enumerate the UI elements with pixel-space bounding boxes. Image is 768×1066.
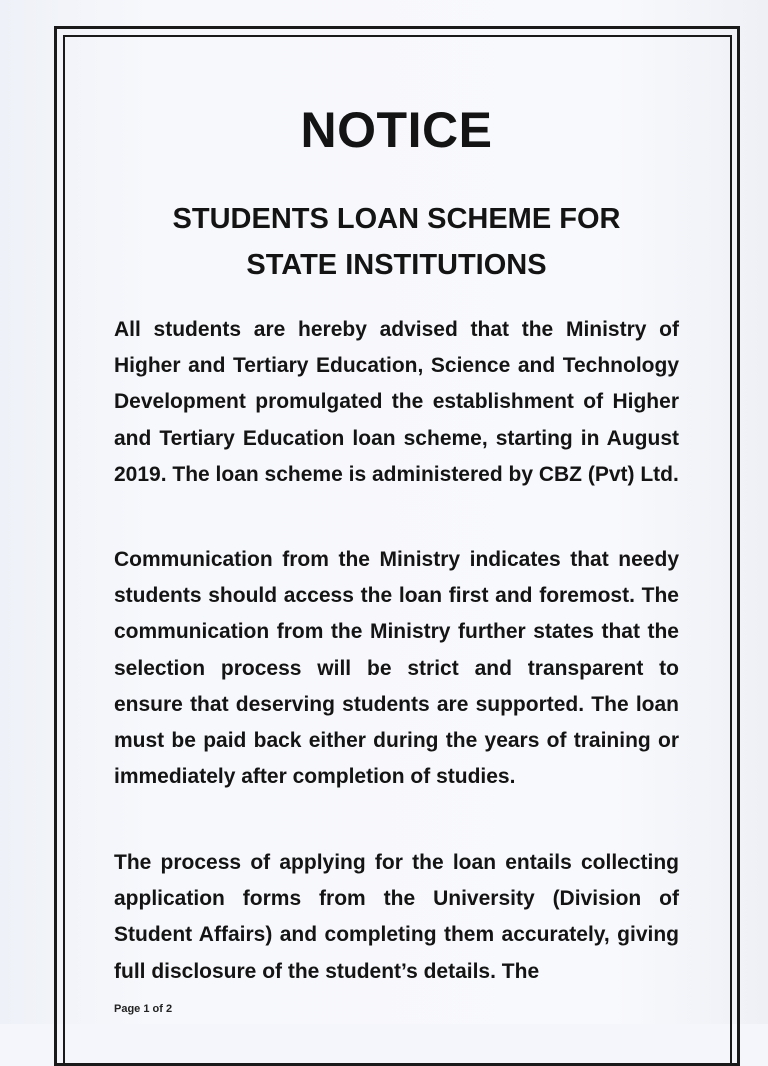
notice-subtitle (114, 196, 679, 288)
notice-heading: NOTICE (300, 102, 493, 158)
paragraph-loan-scheme-intro: All students are hereby advised that the Ministry of Higher and Tertiary Education, Science and Technology Development promulgated the establishment of Higher and Tertiary Education loan scheme, starting in August 2019. The loan scheme is administered by CBZ (Pvt) Ltd. (114, 318, 679, 486)
subtitle-line-1: STUDENTS LOAN SCHEME FOR (172, 203, 621, 235)
paragraph-application-process: The process of applying for the loan entails collecting application forms from the University (Division of Student Affairs) and completing them accurately, giving full disclosure of the student’s details. The (114, 851, 679, 983)
page-number: Page 1 of 2 (114, 1003, 173, 1015)
subtitle-line-2: STATE INSTITUTIONS (246, 249, 547, 281)
paragraph-ministry-communication: Communication from the Ministry indicates that needy students should access the loan first and foremost. The communication from the Ministry further states that the selection process will be strict and transparent to ensure that deserving students are supported. The loan must be paid back either during the years of training or immediately after completion of studies. (114, 548, 679, 789)
